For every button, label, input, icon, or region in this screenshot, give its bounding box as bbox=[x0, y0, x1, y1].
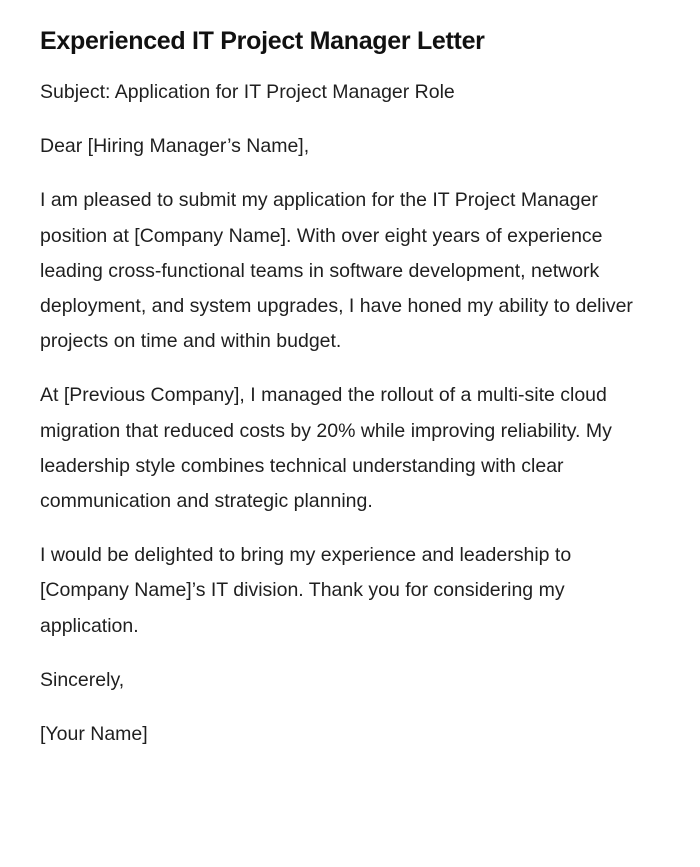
letter-signature: [Your Name] bbox=[40, 723, 148, 746]
letter-greeting: Dear [Hiring Manager’s Name], bbox=[40, 135, 310, 158]
letter-subject: Subject: Application for IT Project Manager Role bbox=[40, 81, 455, 103]
letter-paragraph-conclusion: I would be delighted to bring my experience and leadership to [Company Name]’s IT division. Thank you for considering my application. bbox=[40, 544, 572, 637]
letter-paragraph-experience: At [Previous Company], I managed the rollout of a multi-site cloud migration that reduced costs by 20% while improving reliability. My leadership style combines technical understanding with clear communication and strategic planning. bbox=[40, 384, 612, 513]
letter-paragraph-intro: I am pleased to submit my application for the IT Project Manager position at [Company Name]. With over eight years of experience leading cross-functional teams in software development, network deployment, and system upgrades, I have honed my ability to deliver projects on time and within budget. bbox=[40, 189, 633, 353]
letter-closing: Sincerely, bbox=[40, 668, 125, 691]
letter-title: Experienced IT Project Manager Letter bbox=[40, 27, 485, 55]
